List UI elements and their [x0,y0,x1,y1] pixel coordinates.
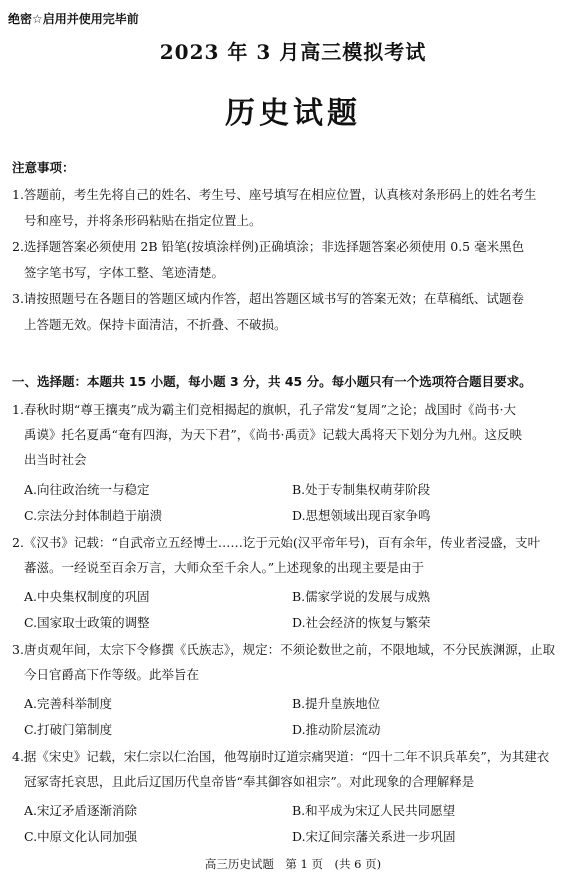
option-d[interactable]: D.推动阶层流动 [292,722,381,737]
secret-label: 绝密☆启用并使用完毕前 [8,12,139,26]
option-b[interactable]: B.儒家学说的发展与成熟 [292,589,431,604]
question-3: 3.唐贞观年间，太宗下令修撰《氏族志》，规定：不须论数世之前，不限地域，不分民族渊源，止取 今日官爵高下作等级。此举旨在 [12,642,556,682]
option-b[interactable]: B.处于专制集权萌芽阶段 [292,482,431,497]
option-d[interactable]: D.思想领域出现百家争鸣 [292,508,431,523]
notice-item-1: 1.答题前，考生先将自己的姓名、考生号、座号填写在相应位置，认真核对条形码上的姓名考生 号和座号，并将条形码粘贴在指定位置上。 [12,187,537,228]
question-2: 2.《汉书》记载：“自武帝立五经博士……讫于元始(汉平帝年号)，百有余年，传业者浸盛，支叶 蕃滋。一经说至百余万言，大师众至千余人。”上述现象的出现主要是由于 [12,535,541,575]
option-a[interactable]: A.向往政治统一与稳定 [24,482,150,497]
option-d[interactable]: D.宋辽间宗藩关系进一步巩固 [292,829,456,844]
notice-heading: 注意事项： [12,160,75,175]
option-c[interactable]: C.国家取士政策的调整 [24,615,150,630]
exam-title: 2023 年 3 月高三模拟考试 [159,40,427,64]
option-a[interactable]: A.宋辽矛盾逐渐消除 [24,803,138,818]
option-c[interactable]: C.打破门第制度 [24,722,113,737]
question-4: 4.据《宋史》记载，宋仁宗以仁治国，他驾崩时辽道宗痛哭道：“四十二年不识兵革矣”，为其建衣 冠冢寄托哀思，且此后辽国历代皇帝皆“奉其御容如祖宗”。对此现象的合理解释是 [12,749,550,789]
option-a[interactable]: A.完善科举制度 [24,696,113,711]
option-d[interactable]: D.社会经济的恢复与繁荣 [292,615,431,630]
section-title: 一、选择题：本题共 15 小题，每小题 3 分，共 45 分。每小题只有一个选项符合题目要求。 [12,374,532,389]
question-1: 1.春秋时期“尊王攘夷”成为霸主们竞相揭起的旗帜，孔子常发“复周”之论；战国时《尚书·大 禹谟》托名夏禹“奄有四海，为天下君”，《尚书·禹贡》记载大禹将天下划分为九州。这反映 出当时社会 [12,402,523,467]
option-a[interactable]: A.中央集权制度的巩固 [24,589,150,604]
notice-item-2: 2.选择题答案必须使用 2B 铅笔(按填涂样例)正确填涂；非选择题答案必须使用 0.5 毫米黑色 签字笔书写，字体工整、笔迹清楚。 [12,239,525,280]
option-b[interactable]: B.提升皇族地位 [292,696,381,711]
option-b[interactable]: B.和平成为宋辽人民共同愿望 [292,803,456,818]
subject-title: 历史试题 [225,96,361,131]
notice-item-3: 3.请按照题号在各题目的答题区域内作答，超出答题区域书写的答案无效；在草稿纸、试题卷 上答题无效。保持卡面清洁，不折叠、不破损。 [12,291,524,332]
option-c[interactable]: C.宗法分封体制趋于崩溃 [24,508,163,523]
option-c[interactable]: C.中原文化认同加强 [24,829,138,844]
page-footer: 高三历史试题 第 1 页 (共 6 页) [204,857,382,871]
